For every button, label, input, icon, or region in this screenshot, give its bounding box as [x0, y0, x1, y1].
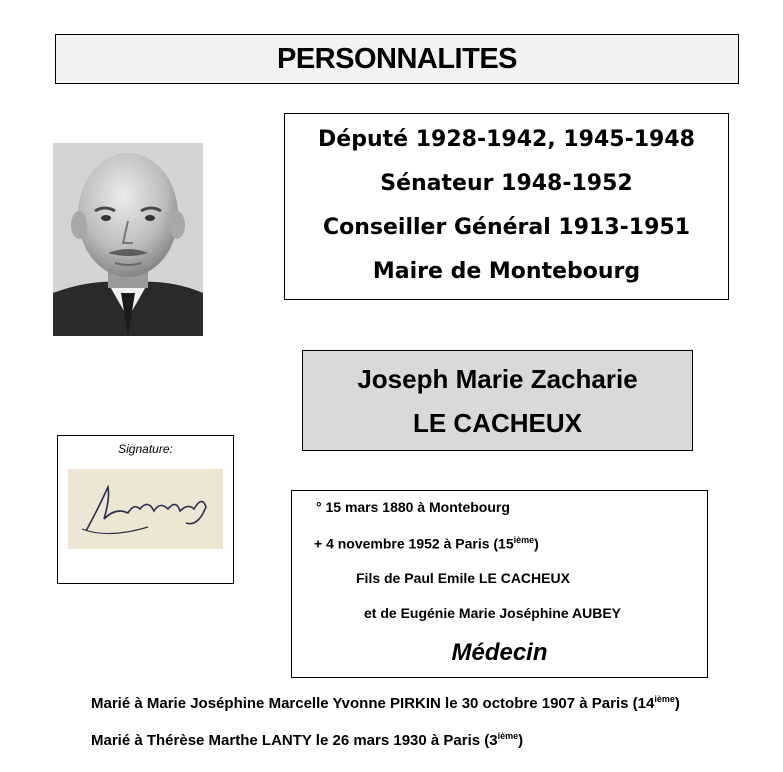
profession: Médecin: [451, 639, 548, 666]
marriage-2-text: Marié à Thérèse Marthe LANTY le 26 mars 1930 à Paris (3: [91, 732, 498, 749]
role-senateur: Sénateur 1948-1952: [380, 171, 633, 197]
marriage-1-suffix: ): [674, 695, 680, 712]
marriage-1-text: Marié à Marie Joséphine Marcelle Yvonne PIRKIN le 30 octobre 1907 à Paris (14: [91, 695, 655, 712]
death-text: + 4 novembre 1952 à Paris (15: [314, 535, 514, 552]
birth-line: ° 15 mars 1880 à Montebourg: [316, 499, 510, 515]
marriage-1-sup: ième: [654, 694, 675, 704]
signature-box: [57, 435, 234, 584]
marriage-2-sup: ième: [497, 731, 519, 741]
death-line: [314, 535, 539, 552]
portrait-image: [53, 143, 203, 336]
marriage-line-2: [91, 731, 523, 749]
portrait-photo: [53, 143, 203, 336]
death-sup: ième: [513, 535, 535, 545]
mother-line: et de Eugénie Marie Joséphine AUBEY: [364, 605, 621, 621]
signature-image: [68, 469, 223, 549]
role-conseiller: Conseiller Général 1913-1951: [322, 214, 691, 240]
role-maire: Maire de Montebourg: [372, 258, 641, 284]
marriage-2-suffix: ): [518, 732, 524, 749]
given-names: Joseph Marie Zacharie: [357, 363, 638, 394]
signature-label: Signature:: [118, 442, 173, 456]
title-banner: [55, 34, 739, 84]
surname: LE CACHEUX: [412, 407, 582, 438]
page-title: PERSONNALITES: [276, 42, 518, 75]
name-box: [302, 350, 693, 451]
father-line: Fils de Paul Emile LE CACHEUX: [356, 570, 570, 586]
role-depute: Député 1928-1942, 1945-1948: [318, 127, 695, 153]
death-suffix: ): [534, 535, 539, 552]
biography-box: [291, 490, 708, 678]
roles-box: [284, 113, 729, 300]
marriage-line-1: [91, 694, 680, 712]
